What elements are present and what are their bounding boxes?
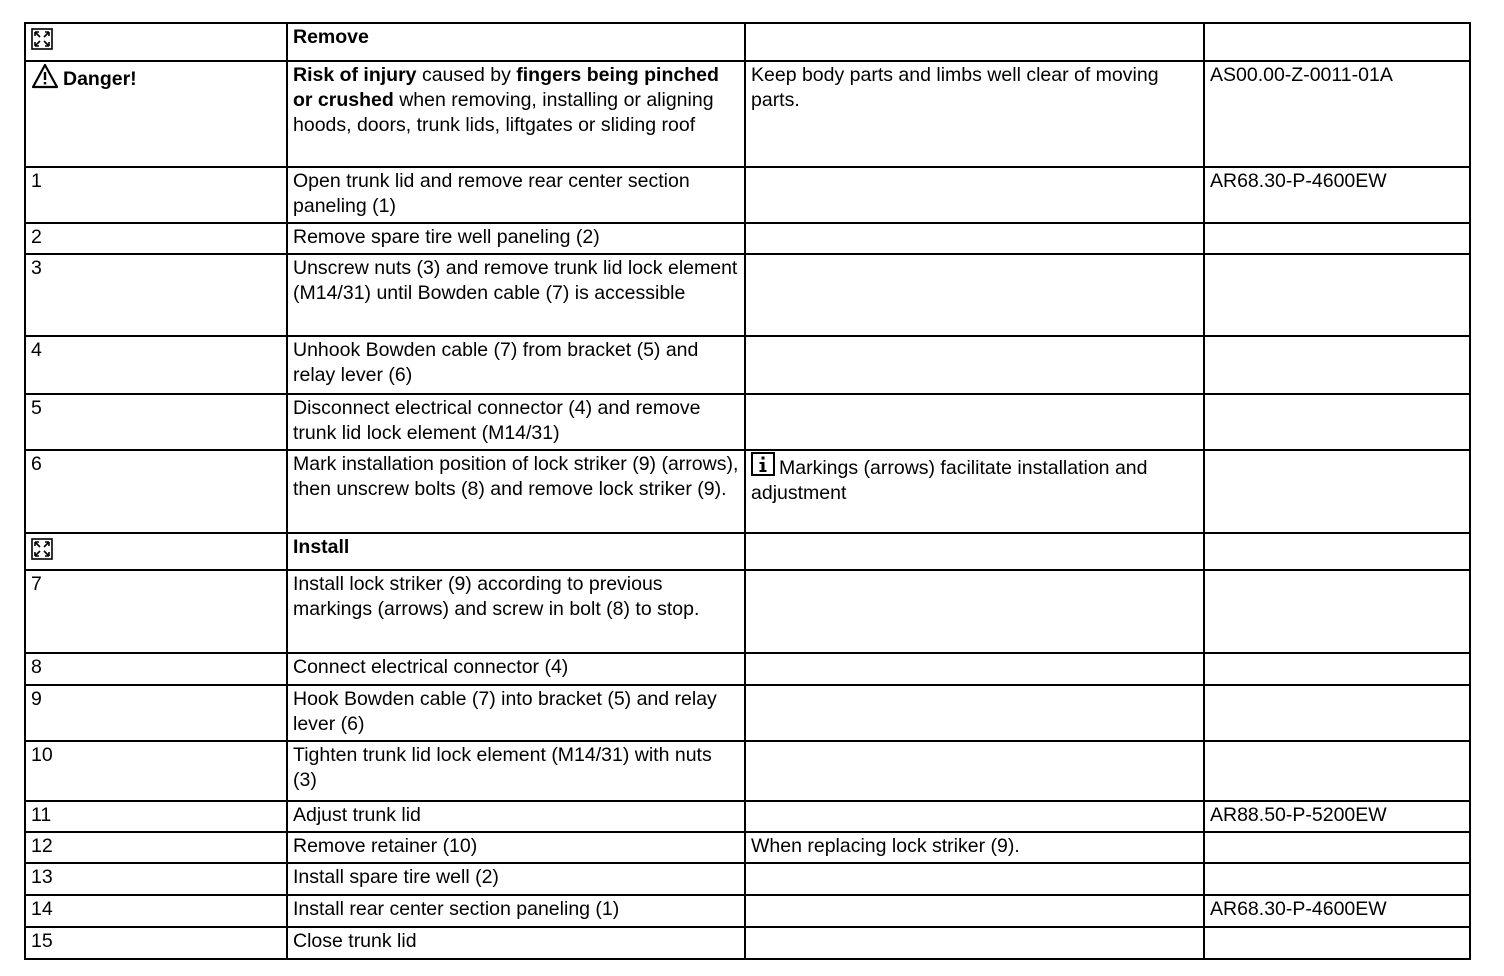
step-note: When replacing lock striker (9). [745, 832, 1204, 863]
step-note [745, 223, 1204, 254]
step-note-cell [745, 450, 1204, 533]
step-number: 7 [25, 570, 287, 653]
danger-label-cell [25, 61, 287, 167]
step-ref [1204, 336, 1470, 394]
table-row [25, 863, 1470, 895]
danger-risk-cell: Risk of injury caused by fingers being pinched or crushed when removing, installing or aligning hoods, doors, trunk lids, liftgates or sliding roof [287, 61, 745, 167]
step-number: 15 [25, 927, 287, 959]
table-row [25, 254, 1470, 336]
step-ref [1204, 570, 1470, 653]
step-ref [1204, 653, 1470, 685]
step-note [745, 863, 1204, 895]
table-row [25, 167, 1470, 223]
step-number: 6 [25, 450, 287, 533]
step-number: 4 [25, 336, 287, 394]
step-ref: AR88.50-P-5200EW [1204, 801, 1470, 832]
table-row [25, 685, 1470, 741]
expand-arrows-icon [31, 28, 53, 50]
step-ref [1204, 394, 1470, 450]
step-text: Mark installation position of lock striker (9) (arrows), then unscrew bolts (8) and remove lock striker (9). [287, 450, 745, 533]
expand-arrows-icon [31, 538, 53, 560]
step-ref: AR68.30-P-4600EW [1204, 167, 1470, 223]
step-ref [1204, 863, 1470, 895]
step-text: Adjust trunk lid [287, 801, 745, 832]
step-note [745, 394, 1204, 450]
info-icon [751, 452, 775, 476]
procedure-table [24, 22, 1471, 960]
step-text: Remove retainer (10) [287, 832, 745, 863]
step-number: 1 [25, 167, 287, 223]
step-ref [1204, 223, 1470, 254]
step-ref [1204, 450, 1470, 533]
step-note [745, 895, 1204, 927]
step-number: 5 [25, 394, 287, 450]
step-text: Install spare tire well (2) [287, 863, 745, 895]
step-ref: AR68.30-P-4600EW [1204, 895, 1470, 927]
warning-triangle-icon [31, 63, 59, 89]
table-row [25, 895, 1470, 927]
step-text: Unscrew nuts (3) and remove trunk lid lock element (M14/31) until Bowden cable (7) is accessible [287, 254, 745, 336]
table-row [25, 927, 1470, 959]
step-number: 2 [25, 223, 287, 254]
step-ref [1204, 685, 1470, 741]
table-row [25, 450, 1470, 533]
step-number: 13 [25, 863, 287, 895]
step-text: Install lock striker (9) according to previous markings (arrows) and screw in bolt (8) to stop. [287, 570, 745, 653]
step-ref [1204, 254, 1470, 336]
step-number: 3 [25, 254, 287, 336]
section-title: Remove [287, 23, 745, 61]
step-number: 8 [25, 653, 287, 685]
table-row [25, 223, 1470, 254]
step-text: Open trunk lid and remove rear center section paneling (1) [287, 167, 745, 223]
step-text: Disconnect electrical connector (4) and remove trunk lid lock element (M14/31) [287, 394, 745, 450]
step-text: Hook Bowden cable (7) into bracket (5) and relay lever (6) [287, 685, 745, 741]
step-note [745, 336, 1204, 394]
step-note [745, 927, 1204, 959]
step-text: Remove spare tire well paneling (2) [287, 223, 745, 254]
danger-label: Danger! [63, 68, 137, 90]
table-row [25, 653, 1470, 685]
table-row [25, 394, 1470, 450]
step-number: 11 [25, 801, 287, 832]
step-ref [1204, 832, 1470, 863]
section-icon-cell [25, 23, 287, 61]
table-row [25, 336, 1470, 394]
step-ref [1204, 927, 1470, 959]
step-ref [1204, 741, 1470, 801]
danger-ref: AS00.00-Z-0011-01A [1204, 61, 1470, 167]
step-number: 9 [25, 685, 287, 741]
step-note [745, 801, 1204, 832]
table-row [25, 570, 1470, 653]
step-note [745, 167, 1204, 223]
step-number: 14 [25, 895, 287, 927]
step-note [745, 685, 1204, 741]
danger-measure: Keep body parts and limbs well clear of moving parts. [745, 61, 1204, 167]
section-title: Install [287, 533, 745, 570]
table-row [25, 801, 1470, 832]
step-number: 10 [25, 741, 287, 801]
step-text: Connect electrical connector (4) [287, 653, 745, 685]
step-number: 12 [25, 832, 287, 863]
step-note [745, 254, 1204, 336]
step-text: Unhook Bowden cable (7) from bracket (5) and relay lever (6) [287, 336, 745, 394]
step-note [745, 653, 1204, 685]
step-note [745, 741, 1204, 801]
table-row [25, 741, 1470, 801]
step-text: Close trunk lid [287, 927, 745, 959]
section-row-install [25, 533, 1470, 570]
section-row-remove [25, 23, 1470, 61]
step-note [745, 570, 1204, 653]
step-note: Markings (arrows) facilitate installation and adjustment [751, 457, 1148, 504]
section-icon-cell [25, 533, 287, 570]
step-text: Tighten trunk lid lock element (M14/31) with nuts (3) [287, 741, 745, 801]
step-text: Install rear center section paneling (1) [287, 895, 745, 927]
table-row [25, 832, 1470, 863]
danger-row [25, 61, 1470, 167]
